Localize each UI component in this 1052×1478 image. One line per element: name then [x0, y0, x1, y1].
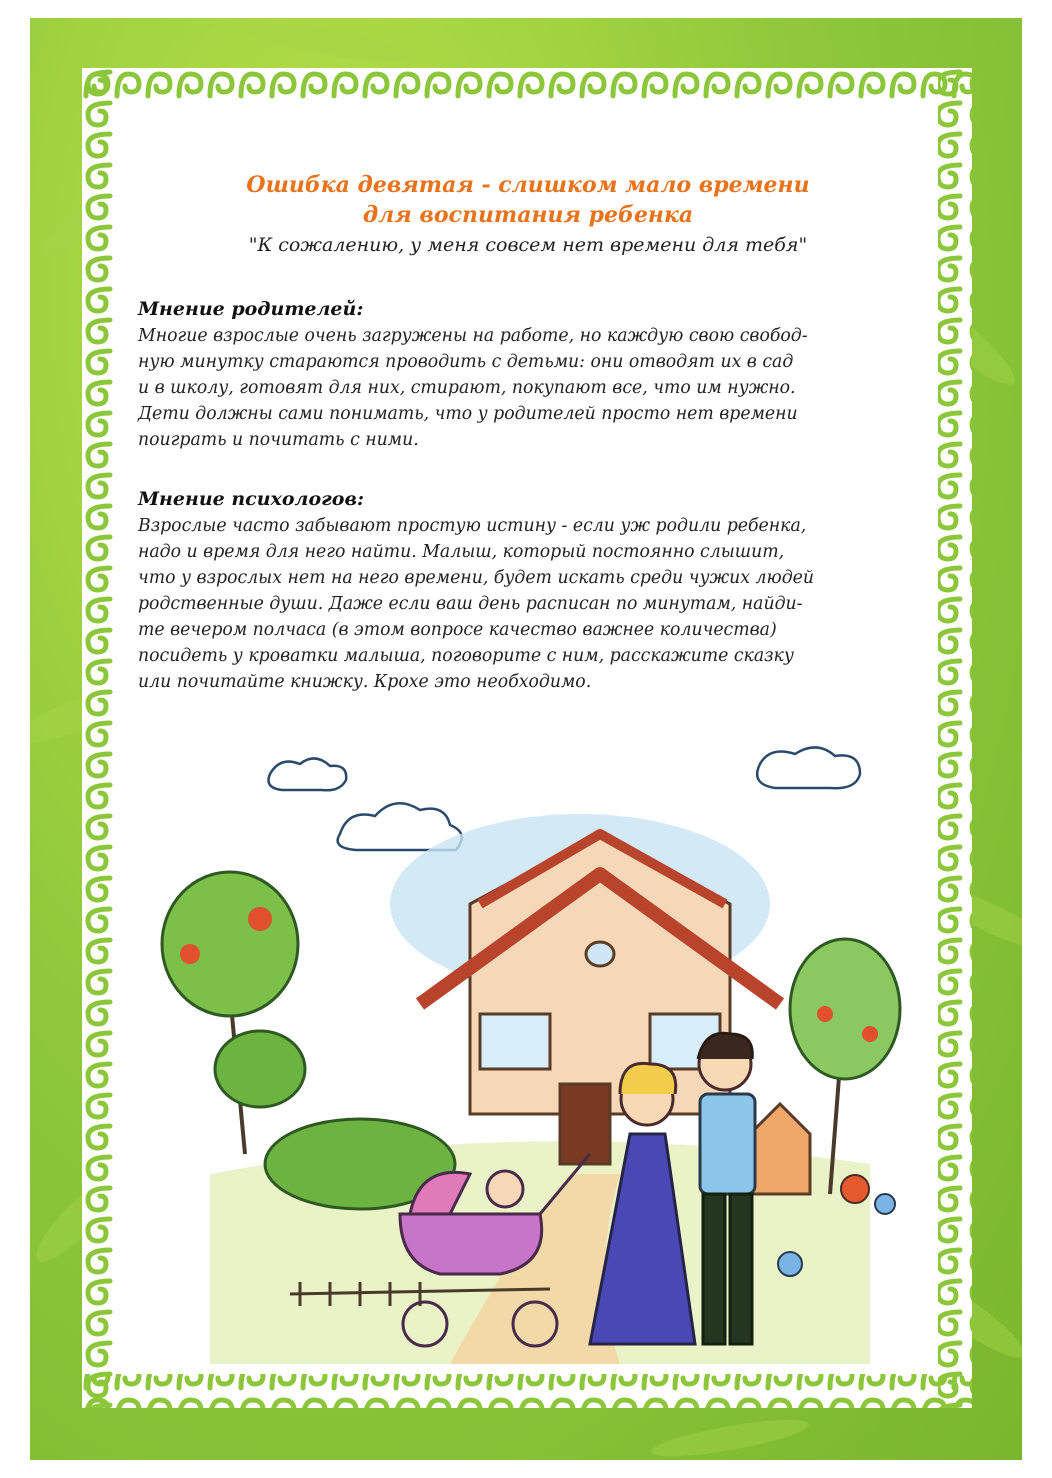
title-line: для воспитания ребенка: [362, 202, 694, 228]
text-line: Многие взрослые очень загружены на работе, но каждую свою свобод-: [138, 326, 808, 346]
parents-heading: Мнение родителей:: [138, 298, 364, 320]
text-line: что у взрослых нет на него времени, будет искать среди чужих людей: [138, 568, 815, 588]
text-line: родственные души. Даже если ваш день расписан по минутам, найди-: [138, 594, 803, 614]
text-line: и в школу, готовят для них, стирают, покупают все, что им нужно.: [138, 378, 796, 398]
tree-icon: [162, 872, 305, 1154]
page-title: [138, 170, 918, 230]
subtitle-quote: "К сожалению, у меня совсем нет времени для тебя": [248, 234, 808, 256]
text-line: те вечером полчаса (в этом вопросе качество важнее количества): [138, 620, 777, 640]
text-line: поиграть и почитать с ними.: [138, 430, 419, 450]
psychologists-heading: Мнение психологов:: [138, 488, 364, 510]
text-line: Взрослые часто забывают простую истину - если уж родили ребенка,: [138, 516, 807, 536]
text-line: ную минутку стараются проводить с детьми: они отводят их в сад: [138, 352, 794, 372]
text-line: или почитайте книжку. Крохе это необходимо.: [138, 672, 592, 692]
psychologists-paragraph: [138, 513, 938, 695]
father-icon: [698, 1033, 755, 1344]
text-line: посидеть у кроватки малыша, поговорите с ним, расскажите сказку: [138, 646, 794, 666]
text-line: Дети должны сами понимать, что у родителей просто нет времени: [138, 404, 798, 424]
title-line: Ошибка девятая - слишком мало времени: [246, 172, 810, 198]
cloud-icon: [269, 758, 347, 790]
text-line: надо и время для него найти. Малыш, который постоянно слышит,: [138, 542, 785, 562]
parents-paragraph: [138, 323, 938, 453]
family-house-illustration-icon: [150, 734, 920, 1384]
poster: [30, 18, 1022, 1460]
cloud-icon: [757, 747, 860, 788]
